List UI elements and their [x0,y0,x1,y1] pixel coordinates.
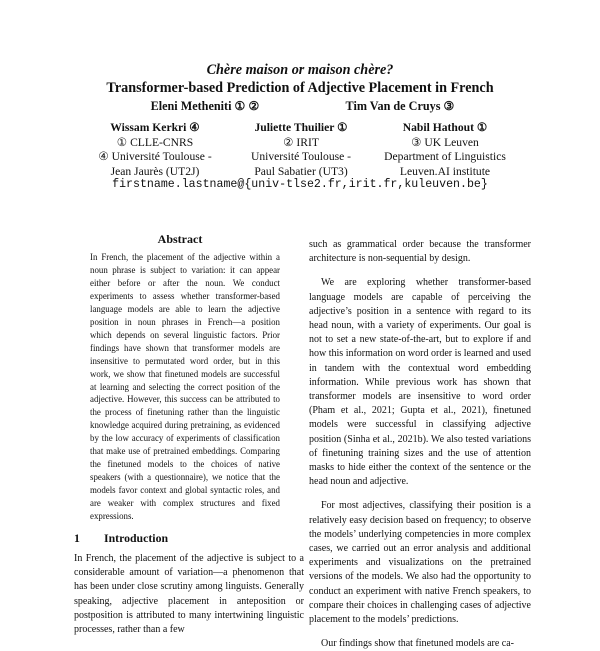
author-eleni-metheniti: Eleni Metheniti ① ② [150,99,260,113]
section-number: 1 [74,531,80,545]
right-column [309,238,531,651]
paragraph: Our findings show that finetuned models are ca- [321,638,515,650]
affiliation-line: Jean Jaurès (UT2J) [110,164,200,178]
affiliation-column-3 [365,121,525,179]
author-tim-van-de-cruys: Tim Van de Cruys ③ [345,99,455,113]
title-line-1: Chère maison or maison chère? [206,62,394,78]
paragraph: For most adjectives, classifying their position is a relatively easy decision based on frequency; to observe the models’ underlying competencies in more complex cases, we carried out an error analysis and additional experiments and visualizations on the pretrained versions of the models. We also had the opportunity to conduct an experiment with native French speakers, to compare their choices in challenging cases of adjective placement to the models’ predictions. [309,500,531,626]
author-juliette-thuilier: Juliette Thuilier ① [254,121,348,134]
author-nabil-hathout: Nabil Hathout ① [402,121,488,134]
affiliation-line: Paul Sabatier (UT3) [254,164,348,178]
author-wissam-kerkri: Wissam Kerkri ④ [110,121,200,134]
paragraph-continued: such as grammatical order because the transformer architecture is non-sequential by design. [309,239,531,265]
affiliation-line: Leuven.AI institute [399,164,491,178]
title-line-2: Transformer-based Prediction of Adjective Placement in French [106,80,494,96]
paper-title [0,61,600,97]
paragraph: We are exploring whether transformer-based language models are capable of perceiving the adjective’s position in a sentence with regard to its head noun, with a variety of experiments. Our goal is not to set a new state-of-the-art, but to explore if and how this information on word order is learned and used in tandem with the contextual word embedding information. While previous work has shown that transformer models are insensitive to word order (Pham et al., 2021; Gupta et al., 2021), finetuned models were successful in classifying adjective position (Sinha et al., 2021b). We also tested variations of finetuning training sizes and the use of attention masks to hide either the context of the sentence or the head noun and adjective. [309,277,531,488]
affiliation-line: Université Toulouse - [250,150,352,164]
affiliation-line: Department of Linguistics [384,150,506,164]
affiliation-line: ③ UK Leuven [411,135,479,149]
section-title: Introduction [104,531,169,545]
section-heading-introduction [74,531,168,546]
author-emails: firstname.lastname@{univ-tlse2.fr,irit.fr,kuleuven.be} [112,178,488,191]
affiliation-line: ① CLLE-CNRS [116,135,194,149]
affiliation-line: ④ Université Toulouse - [98,150,212,164]
affiliation-column-1 [80,121,230,179]
affiliation-line: ② IRIT [283,135,319,149]
abstract-text: In French, the placement of the adjective within a noun phrase is subject to variation: it can appear either before or after the noun. We conduct experiments to assess whether transformer-based language models are able to learn the adjective position in noun phrases in French—a position which depends on several linguistic factors. Prior findings have shown that transformer models are insensitive to permutated word order, but in this work, we show that finetuned models are successful at learning and selecting the correct position of the adjective. However, this success can be attributed to the process of finetuning rather than the linguistic knowledge acquired during pretraining, as evidenced by the low accuracy of experiments of classification that make use of pretrained embeddings. Comparing the finetuned models to the choices of native speakers (with a questionnaire), we notice that the models favor context and global syntactic roles, and are weaker with complex structures and fixed expressions. [90,252,280,522]
introduction-paragraph: In French, the placement of the adjective is subject to a considerable amount of variation—a phenomenon that has been under close scrutiny among linguists. Generally speaking, adjective placement in anteposition or postposition is attributed to many intertwining linguistic processes, rather than a few [74,553,304,636]
affiliation-column-2 [226,121,376,179]
abstract-heading: Abstract [157,232,203,246]
